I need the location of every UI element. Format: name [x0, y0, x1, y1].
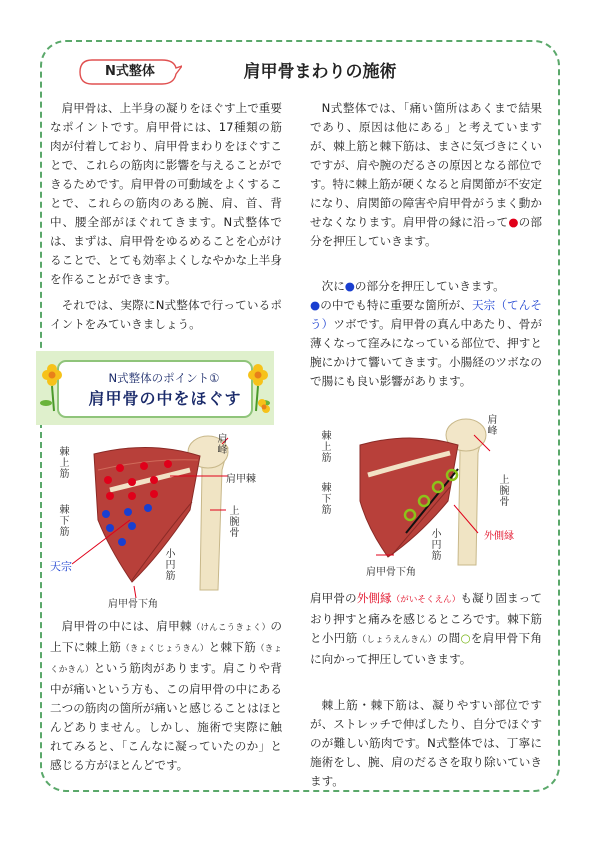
label-jowankotsu-2: 上腕骨: [497, 474, 508, 507]
pressure-point-blue: [144, 504, 152, 512]
banner-title: 肩甲骨の中をほぐす: [88, 389, 242, 408]
label-kyokkakin: 棘下筋: [57, 504, 68, 537]
pressure-point-blue: [128, 522, 136, 530]
label-gaisokuen: 外側縁: [484, 531, 514, 542]
tenso-paragraph: 次に●の部分を押圧していきます。 ●の中でも特に重要な箇所が、天宗（てんそう）ツボです。肩甲骨の真ん中あたり、骨が薄くなって窪みになっている部位で、押すと腕にかけて響いてきます。小腸経のツボなので腸にも良い影響があります。: [310, 279, 542, 388]
label-kakaku: 肩甲骨下角: [108, 599, 158, 610]
label-kakaku-2: 肩甲骨下角: [366, 567, 416, 578]
pressure-point-blue: [118, 538, 126, 546]
label-kyokujokin: 棘上筋: [57, 446, 68, 479]
pressure-point-red: [150, 476, 158, 484]
closing-paragraph: 棘上筋・棘下筋は、凝りやすい部位ですが、ストレッチで伸ばしたり、自分でほぐすのが難しい筋肉です。N式整体では、丁寧に施術をし、腕、肩のだるさを取り除いていきます。: [310, 698, 542, 788]
label-kyokkakin-2: 棘下筋: [319, 482, 330, 515]
page-title: 肩甲骨まわりの施術: [243, 62, 397, 82]
lead-paragraph: それでは、実際にN式整体で行っているポイントをみていきましょう。: [50, 298, 282, 331]
label-jowankotsu: 上腕骨: [227, 505, 238, 538]
pressure-point-red: [150, 490, 158, 498]
label-tenso: 天宗: [50, 560, 72, 573]
label-kyokujokin-2: 棘上筋: [319, 430, 330, 463]
pressure-point-red: [106, 492, 114, 500]
pressure-point-red: [164, 460, 172, 468]
label-kenpo-2: 肩峰: [485, 414, 496, 436]
pressure-point-blue: [106, 524, 114, 532]
pressure-point-blue: [102, 510, 110, 518]
label-shoenkin: 小円筋: [163, 548, 174, 581]
pressure-point-red: [116, 464, 124, 472]
pressure-point-red: [128, 492, 136, 500]
label-kenkokyoku: 肩甲棘: [226, 474, 256, 485]
muscle-paragraph: 肩甲骨の中には、肩甲棘（けんこうきょく）の上下に棘上筋（きょくじょうきん）と棘下筋（きょくかきん）という筋肉があります。肩こりや背中が痛いという方も、この肩甲骨の中にある二つの筋肉の箇所が痛いと感じることはほとんどありません。しかし、施術で実際に触れてみると、「こんなに凝っていたのか」と感じる方がほとんどです。: [50, 619, 282, 772]
pressure-point-red: [140, 462, 148, 470]
cause-paragraph: N式整体では、「痛い箇所はあくまで結果であり、原因は他にある」と考えていますが、棘上筋と棘下筋は、まさに気づきにくいですが、肩や腕のだるさの原因となる部位です。特に棘上筋が硬くなると肩関節が不安定になり、肩関節の障害や肩甲骨がうまく動かせなくなります。肩甲骨の縁に沿って●の部分を押圧していきます。: [310, 101, 542, 248]
badge-label: N式整体: [105, 64, 155, 79]
label-shoenkin-2: 小円筋: [429, 528, 440, 561]
pressure-point-red: [104, 476, 112, 484]
edge-paragraph: 肩甲骨の外側縁（がいそくえん）も凝り固まっており押すと痛みを感じるところです。棘下筋と小円筋（しょうえんきん）の間○を肩甲骨下角に向かって押圧していきます。: [310, 591, 542, 666]
pressure-point-blue: [124, 508, 132, 516]
banner-subtitle: N式整体のポイント①: [108, 371, 220, 385]
pressure-point-red: [128, 478, 136, 486]
label-kenpo: 肩峰: [215, 433, 226, 455]
intro-paragraph: 肩甲骨は、上半身の凝りをほぐす上で重要なポイントです。肩甲骨には、17種類の筋肉が付着しており、肩甲骨まわりをほぐすことで、これらの筋肉に影響を与えることができるためです。肩甲骨の可動域をよくすることで、これらの筋肉のある腕、肩、首、背中、腰全部がほぐれてきます。N式整体では、まずは、肩甲骨をゆるめることを心がけることで、とても効率よくしなやかな上半身を作ることができます。: [50, 101, 282, 286]
